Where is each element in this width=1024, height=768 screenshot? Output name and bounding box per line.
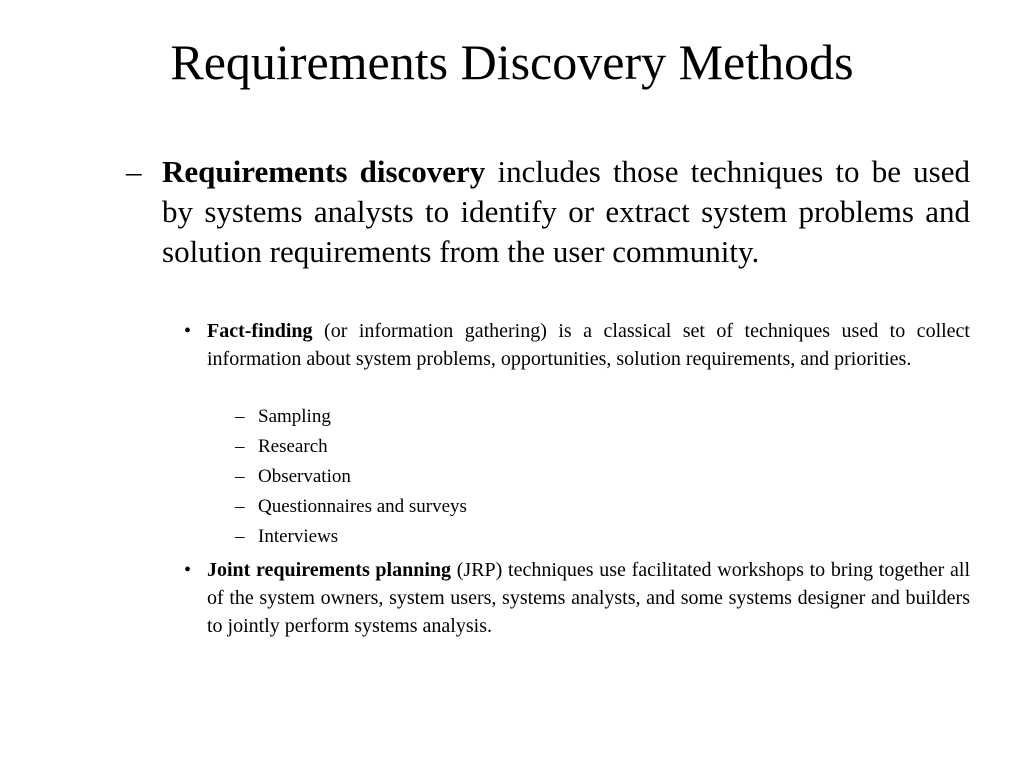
- technique-label: Research: [258, 436, 328, 457]
- dash-marker: –: [235, 526, 245, 547]
- list-item: [235, 492, 467, 522]
- slide-title: Requirements Discovery Methods: [170, 34, 854, 90]
- list-item: [235, 462, 467, 492]
- dash-marker: –: [235, 496, 245, 517]
- main-point: [126, 152, 970, 272]
- jrp-description: (JRP) techniques use facilitated workshops to bring together all of the system owners, system users, systems analysts, and some systems designer and builders to jointly perform systems analysis.: [207, 559, 971, 637]
- bullet-marker: •: [184, 320, 192, 342]
- technique-label: Sampling: [258, 406, 331, 427]
- fact-finding-description: (or information gathering) is a classical set of techniques used to collect information about system problems, opportunities, solution requirements, and priorities.: [207, 320, 970, 370]
- main-point-text: [162, 152, 970, 272]
- technique-label: Questionnaires and surveys: [258, 496, 467, 517]
- jrp-text: [207, 556, 970, 640]
- main-point-term: Requirements discovery: [162, 154, 486, 189]
- dash-marker: –: [235, 466, 245, 487]
- dash-marker: –: [235, 406, 245, 427]
- main-point-description: includes those techniques to be used by systems analysts to identify or extract system problems and solution requirements from the user community.: [162, 154, 970, 269]
- list-item: [235, 402, 467, 432]
- fact-finding-point: [184, 317, 970, 373]
- list-item: [235, 522, 467, 552]
- technique-label: Interviews: [258, 526, 339, 547]
- bullet-marker: •: [184, 559, 192, 581]
- dash-marker: –: [126, 154, 142, 189]
- list-item: [235, 432, 467, 462]
- technique-label: Observation: [258, 466, 351, 487]
- fact-finding-text: [207, 317, 970, 373]
- jrp-point: [184, 556, 970, 640]
- fact-finding-techniques-list: [235, 402, 467, 552]
- dash-marker: –: [235, 436, 245, 457]
- jrp-term: Joint requirements planning: [207, 559, 452, 581]
- fact-finding-term: Fact-finding: [207, 320, 313, 342]
